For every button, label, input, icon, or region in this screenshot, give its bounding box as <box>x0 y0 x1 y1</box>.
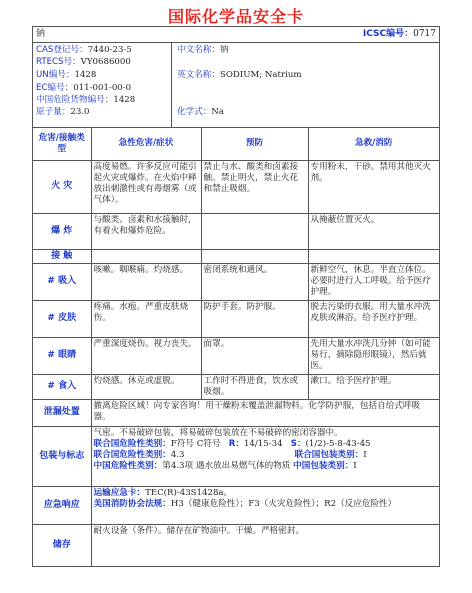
cn-dangerous-goods-number: 中国危险货物编号：1428 <box>36 95 136 105</box>
emergency-category: 应急响应 <box>33 486 91 524</box>
row-firstaid: 专用粉末，干砂。禁用其他灭火剂。 <box>308 160 439 213</box>
row-prevention: 禁止与水、酸类和卤素接触。禁止明火，禁止火花和禁止吸烟。 <box>201 160 308 213</box>
row-hazard: 严重深度烧伤。视力丧失。 <box>91 337 201 374</box>
atomic-weight: 原子量：23.0 <box>36 107 90 117</box>
col-header-prevention: 预防 <box>201 128 308 160</box>
storage-text: 耐火设备（条件）。储存在矿物油中。干燥。严格密封。 <box>91 524 439 566</box>
row-prevention: 防护手套。防护服。 <box>201 300 308 337</box>
col-header-firstaid: 急救/消防 <box>308 128 439 160</box>
leak-text: 撤离危险区域！向专家咨询！用干燥粉末覆盖泄漏物料。化学防护服，包括自给式呼吸器。 <box>91 399 439 426</box>
packaging-category: 包装与标志 <box>33 426 91 486</box>
chemical-formula: 化学式：Na <box>177 107 225 117</box>
row-category: 爆 炸 <box>33 213 91 249</box>
table-row <box>33 263 439 300</box>
col-header-type: 危害/接触类型 <box>33 128 91 160</box>
row-category: # 食入 <box>33 374 91 399</box>
storage-category: 储存 <box>33 524 91 566</box>
row-category: # 皮肤 <box>33 300 91 337</box>
un-number: UN编号：1428 <box>36 70 97 80</box>
row-category: 接 触 <box>33 249 91 263</box>
table-row <box>33 374 439 399</box>
row-firstaid: 从掩蔽位置灭火。 <box>308 213 439 249</box>
row-category: # 吸入 <box>33 263 91 300</box>
row-firstaid: 先用大量水冲洗几分钟（如可能易行，摘除隐形眼镜），然后就医。 <box>308 337 439 374</box>
identification-block <box>33 43 439 128</box>
emergency-text: 运输应急卡：TEC(R)-43S1428a。 美国消防协会法规：H3（健康危险性）；F3（火灾危险性）；R2（反应危险性） <box>91 486 439 524</box>
substance-name: 钠 <box>36 29 46 39</box>
packaging-row <box>33 426 439 486</box>
storage-row <box>33 524 439 566</box>
row-prevention: 工作时不得进食，饮水或吸烟。 <box>201 374 308 399</box>
row-hazard: 灼烧感。休克或虚脱。 <box>91 374 201 399</box>
row-hazard: 疼痛。水疱。严重皮肤烧伤。 <box>91 300 201 337</box>
col-header-hazard: 急性危害/症状 <box>91 128 201 160</box>
row-category: 火 灾 <box>33 160 91 213</box>
row-prevention: 密闭系统和通风。 <box>201 263 308 300</box>
row-firstaid: 脱去污染的衣服。用大量水冲洗皮肤或淋浴。给予医疗护理。 <box>308 300 439 337</box>
rtecs-number: RTECS号：VY0686000 <box>36 57 131 67</box>
table-row <box>33 337 439 374</box>
cas-number: CAS登记号：7440-23-5 <box>36 45 132 55</box>
hazard-table <box>33 128 439 566</box>
page-title: 国际化学品安全卡 <box>167 7 304 26</box>
table-row <box>33 213 439 249</box>
row-hazard <box>91 249 201 263</box>
table-row <box>33 300 439 337</box>
icsc-number: ICSC编号：0717 <box>362 29 436 39</box>
row-hazard: 与酸类、卤素和水接触时，有着火和爆炸危险。 <box>91 213 201 249</box>
leak-row <box>33 399 439 426</box>
english-name: 英文名称：SODIUM; Natrium <box>177 70 302 80</box>
row-prevention: 面罩。 <box>201 337 308 374</box>
chinese-name: 中文名称：钠 <box>177 45 229 55</box>
table-row <box>33 160 439 213</box>
column-header-row <box>33 128 439 160</box>
card-header <box>33 27 439 43</box>
safety-card <box>32 26 440 567</box>
row-firstaid <box>308 249 439 263</box>
row-category: # 眼睛 <box>33 337 91 374</box>
row-hazard: 咳嗽。咽喉痛。灼烧感。 <box>91 263 201 300</box>
row-firstaid: 新鲜空气，休息。半直立体位。必要时进行人工呼吸。给予医疗护理。 <box>308 263 439 300</box>
row-prevention <box>201 213 308 249</box>
packaging-text: 气密。不易破碎包装，将易破碎包装放在不易破碎的密闭容器中。 联合国危险性类别：F符号 C符号 R：14/15-34 S：(1/2)-5-8-43-45 联合国危险性类别：4.3 联合国包装类别：I 中国危险性类别：第4.3项 遇水放出易燃气体的物质 中国包装类别：I <box>91 426 439 486</box>
row-prevention <box>201 249 308 263</box>
row-firstaid: 漱口。给予医疗护理。 <box>308 374 439 399</box>
table-row <box>33 249 439 263</box>
emergency-row <box>33 486 439 524</box>
leak-category: 泄漏处置 <box>33 399 91 426</box>
row-hazard: 高度易燃。许多反应可能引起火灾或爆炸。在火焰中释放出刺激性或有毒烟雾（或气体）。 <box>91 160 201 213</box>
ec-number: EC编号：011-001-00-0 <box>36 83 132 93</box>
